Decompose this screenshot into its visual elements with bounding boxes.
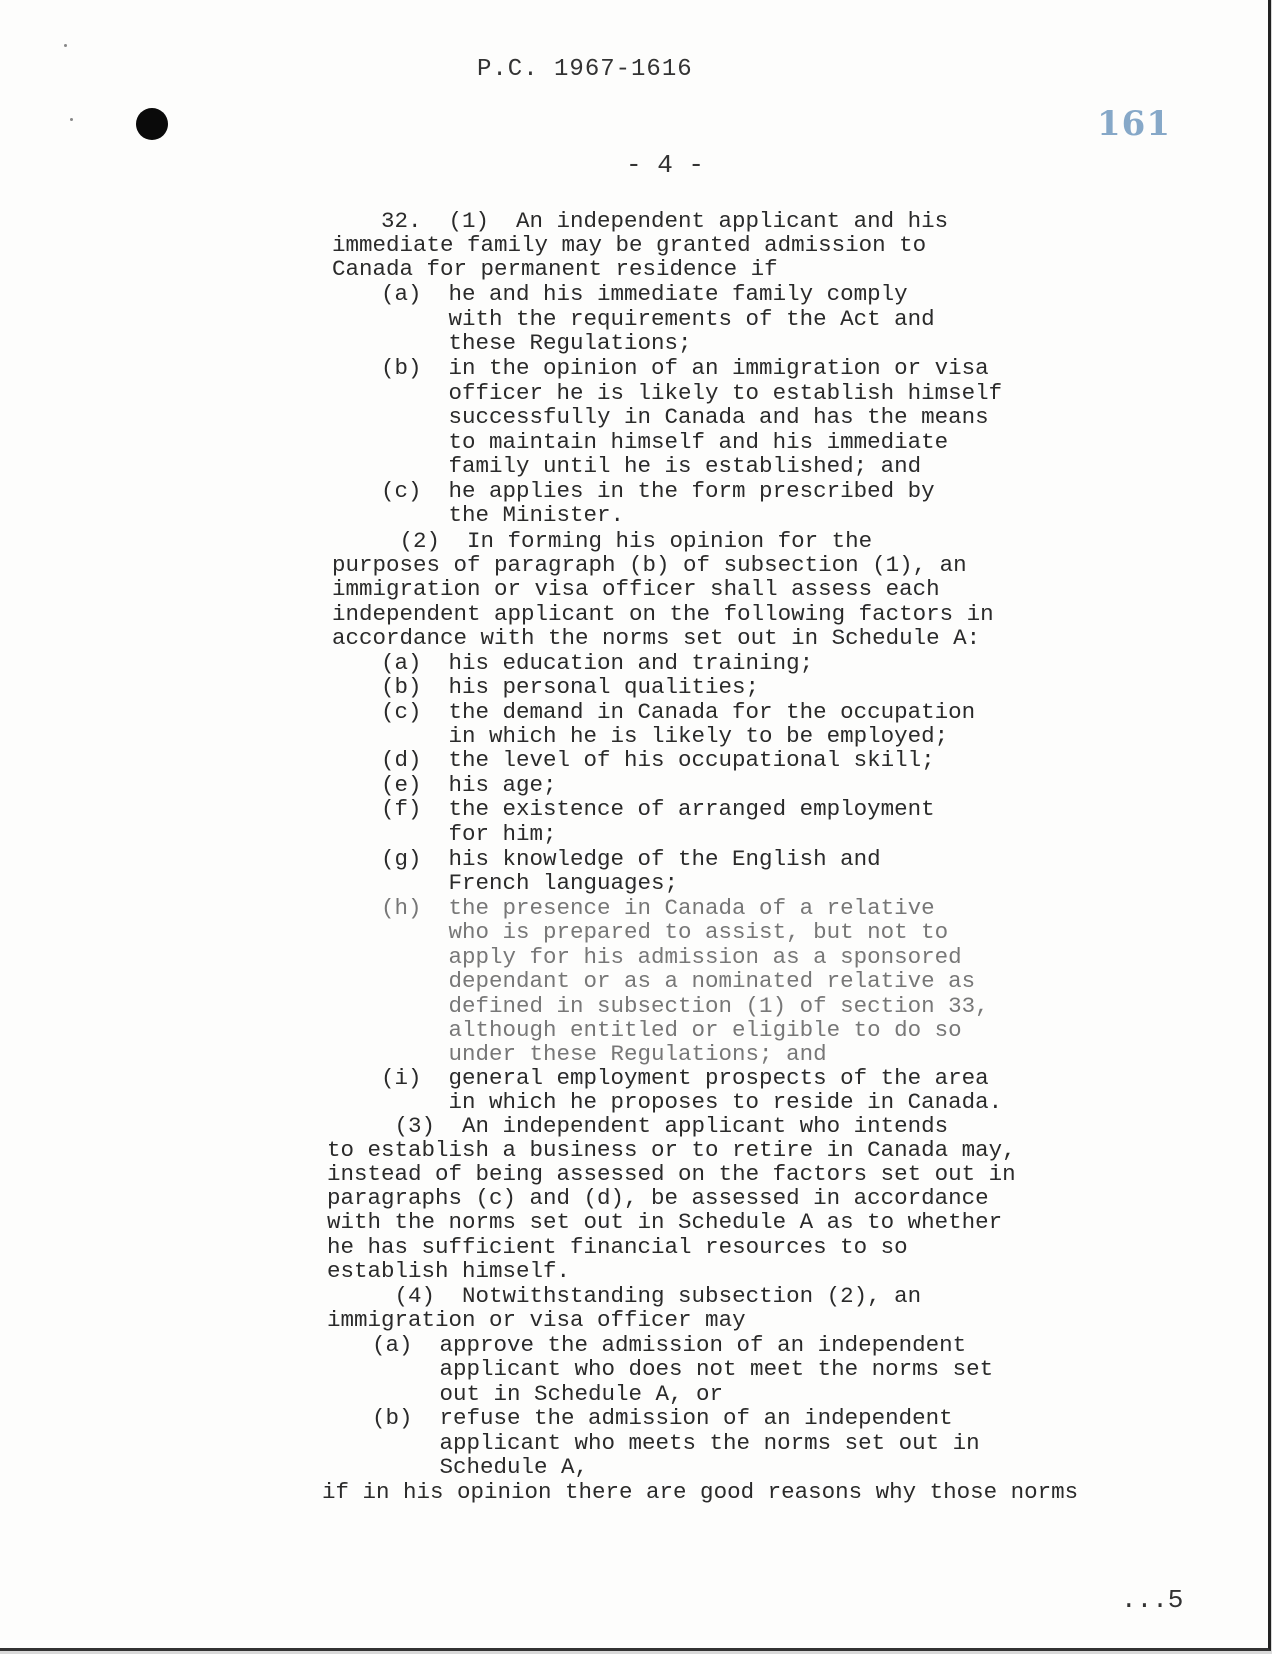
text-line: establish himself. — [327, 1258, 571, 1284]
text-line: dependant or as a nominated relative as — [381, 968, 976, 994]
text-line: (3) An independent applicant who intends — [327, 1113, 949, 1139]
text-line: although entitled or eligible to do so — [381, 1017, 962, 1043]
text-line: (f) the existence of arranged employment — [381, 796, 935, 822]
page-stamp: 161 — [1097, 104, 1171, 144]
page-number: - 4 - — [626, 150, 705, 180]
text-line: (a) he and his immediate family comply — [381, 281, 908, 307]
text-line: (b) in the opinion of an immigration or visa — [381, 355, 989, 381]
text-line: independent applicant on the following factors in — [332, 601, 994, 627]
text-line: with the norms set out in Schedule A as to whether — [327, 1209, 1003, 1235]
continuation-marker: ...5 — [1121, 1585, 1184, 1615]
text-line: (4) Notwithstanding subsection (2), an — [327, 1283, 922, 1309]
text-line: instead of being assessed on the factors set out in — [327, 1161, 1016, 1187]
text-line: Canada for permanent residence if — [332, 256, 778, 282]
text-line: with the requirements of the Act and — [381, 306, 935, 332]
text-line: purposes of paragraph (b) of subsection (1), an — [332, 552, 967, 578]
text-line: accordance with the norms set out in Schedule A: — [332, 625, 981, 651]
text-line: family until he is established; and — [381, 453, 922, 479]
text-line: immigration or visa officer may — [327, 1307, 746, 1333]
text-line: for him; — [381, 821, 557, 847]
text-line: (i) general employment prospects of the area — [381, 1065, 989, 1091]
text-line: successfully in Canada and has the means — [381, 404, 989, 430]
text-line: the Minister. — [381, 502, 625, 528]
text-line: he has sufficient financial resources to so — [327, 1234, 908, 1260]
text-line: immediate family may be granted admission to — [332, 232, 927, 258]
text-line: applicant who does not meet the norms set — [372, 1356, 994, 1382]
text-line: if in his opinion there are good reasons why those norms — [322, 1479, 1079, 1505]
text-line: (h) the presence in Canada of a relative — [381, 895, 935, 921]
text-line: (d) the level of his occupational skill; — [381, 747, 935, 773]
text-line: officer he is likely to establish himself — [381, 380, 1003, 406]
text-line: Schedule A, — [372, 1454, 589, 1480]
text-line: (e) his age; — [381, 772, 557, 798]
text-line: to maintain himself and his immediate — [381, 429, 949, 455]
text-line: to establish a business or to retire in Canada may, — [327, 1137, 1016, 1163]
text-line: in which he proposes to reside in Canada. — [381, 1089, 1003, 1115]
text-line: (b) his personal qualities; — [381, 674, 760, 700]
text-line: who is prepared to assist, but not to — [381, 919, 949, 945]
text-line: French languages; — [381, 870, 679, 896]
text-line: apply for his admission as a sponsored — [381, 944, 962, 970]
text-line: (b) refuse the admission of an independent — [372, 1405, 953, 1431]
text-line: these Regulations; — [381, 330, 692, 356]
text-line: applicant who meets the norms set out in — [372, 1430, 980, 1456]
text-line: in which he is likely to be employed; — [381, 723, 949, 749]
text-line: under these Regulations; and — [381, 1041, 827, 1067]
text-line: immigration or visa officer shall assess each — [332, 576, 940, 602]
text-line: out in Schedule A, or — [372, 1381, 724, 1407]
text-line: paragraphs (c) and (d), be assessed in accordance — [327, 1185, 989, 1211]
text-line: 32. (1) An independent applicant and his — [381, 208, 949, 234]
text-line: (2) In forming his opinion for the — [332, 528, 873, 554]
text-line: (a) his education and training; — [381, 650, 814, 676]
text-line: (c) he applies in the form prescribed by — [381, 478, 935, 504]
text-line: (g) his knowledge of the English and — [381, 846, 881, 872]
text-line: (c) the demand in Canada for the occupation — [381, 699, 976, 725]
text-line: defined in subsection (1) of section 33, — [381, 993, 989, 1019]
text-line: (a) approve the admission of an independent — [372, 1332, 967, 1358]
order-number: P.C. 1967-1616 — [477, 56, 693, 83]
